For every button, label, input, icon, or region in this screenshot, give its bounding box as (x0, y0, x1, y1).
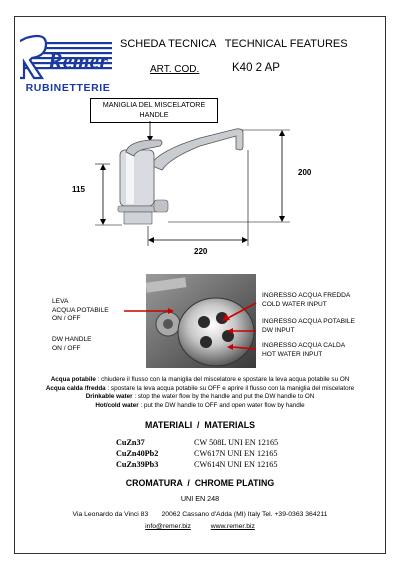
note-hotcold-en (18, 402, 382, 411)
art-cod-label: ART. COD. (150, 64, 200, 75)
cold-water-label-line1: INGRESSO ACQUA FREDDA (262, 292, 351, 299)
footer-address: Via Leonardo da Vinci 83 20062 Cassano d'Adda (MI) Italy Tel. +39-0363 364211 (72, 511, 328, 518)
dw-handle-label-line1: DW HANDLE (52, 336, 92, 343)
cold-water-label-line2: COLD WATER INPUT (262, 300, 327, 308)
materials-row (116, 448, 316, 459)
potable-water-label (262, 318, 355, 335)
note-hotcold-en-label: Hot/cold water (95, 401, 139, 409)
handle-label-line1: MANIGLIA DEL MISCELATORE (102, 100, 206, 109)
note-potable-label: Acqua potabile (50, 376, 96, 383)
website-link[interactable]: www.remer.biz (210, 523, 255, 530)
note-drinkable-label: Drinkable water (85, 393, 133, 401)
sub-brand: RUBINETTERIE (25, 82, 111, 94)
potable-water-label-line2: DW INPUT (262, 326, 295, 334)
note-drinkable (18, 393, 382, 402)
hot-water-label (262, 342, 345, 359)
leva-label-line3: ON / OFF (52, 315, 81, 323)
footer-links (0, 523, 400, 530)
hot-water-label-line2: HOT WATER INPUT (262, 350, 323, 358)
note-hot-cold-label: Acqua calda /fredda (45, 384, 106, 392)
art-code: K40 2 AP (232, 62, 280, 74)
dimension-115: 115 (72, 185, 85, 194)
dw-handle-label (52, 336, 92, 353)
material-spec: CW617N UNI EN 12165 (194, 449, 278, 458)
material-alloy: CuZn39Pb3 (116, 460, 159, 469)
leva-label (52, 298, 109, 324)
note-potable-text: : chiudere il flusso con la maniglia del miscelatore e spostare la leva acqua potabile su ON (95, 376, 350, 383)
dw-handle-label-line2: ON / OFF (52, 344, 81, 352)
materials-row (116, 459, 316, 470)
material-spec: CW614N UNI EN 12165 (194, 460, 278, 469)
usage-notes (18, 376, 382, 410)
material-alloy: CuZn40Pb2 (116, 449, 159, 458)
note-hot-cold-text: : spostare la leva acqua potabile su OFF e aprire il flusso con la maniglia del miscelatore (105, 384, 355, 392)
note-hot-cold (18, 385, 382, 394)
materials-title: MATERIALI / MATERIALS (144, 420, 256, 430)
plating-title: CROMATURA / CHROME PLATING (125, 478, 275, 488)
leva-label-line2: ACQUA POTABILE (52, 306, 109, 314)
note-drinkable-text: : stop the water flow by the handle and put the DW handle to ON (132, 393, 315, 401)
email-link[interactable]: info@remer.biz (145, 523, 191, 530)
material-spec: CW 508L UNI EN 12165 (194, 438, 279, 447)
handle-label-line2: HANDLE (139, 110, 169, 119)
material-alloy: CuZn37 (116, 438, 145, 447)
dimension-200: 200 (298, 168, 312, 177)
plating-standard: UNI EN 248 (180, 494, 220, 503)
materials-row (116, 437, 316, 448)
note-potable (18, 376, 382, 385)
note-hotcold-en-text: : put the DW handle to OFF and open water flow by handle (138, 401, 305, 409)
sheet-title: SCHEDA TECNICA TECHNICAL FEATURES (120, 38, 348, 50)
hot-water-label-line1: INGRESSO ACQUA CALDA (262, 342, 346, 349)
cold-water-label (262, 292, 350, 309)
brand-wordmark: Remer (48, 48, 108, 73)
leva-label-line1: LEVA (52, 298, 69, 305)
potable-water-label-line1: INGRESSO ACQUA POTABILE (262, 318, 355, 325)
materials-table (116, 437, 316, 470)
dimension-220: 220 (194, 247, 208, 256)
